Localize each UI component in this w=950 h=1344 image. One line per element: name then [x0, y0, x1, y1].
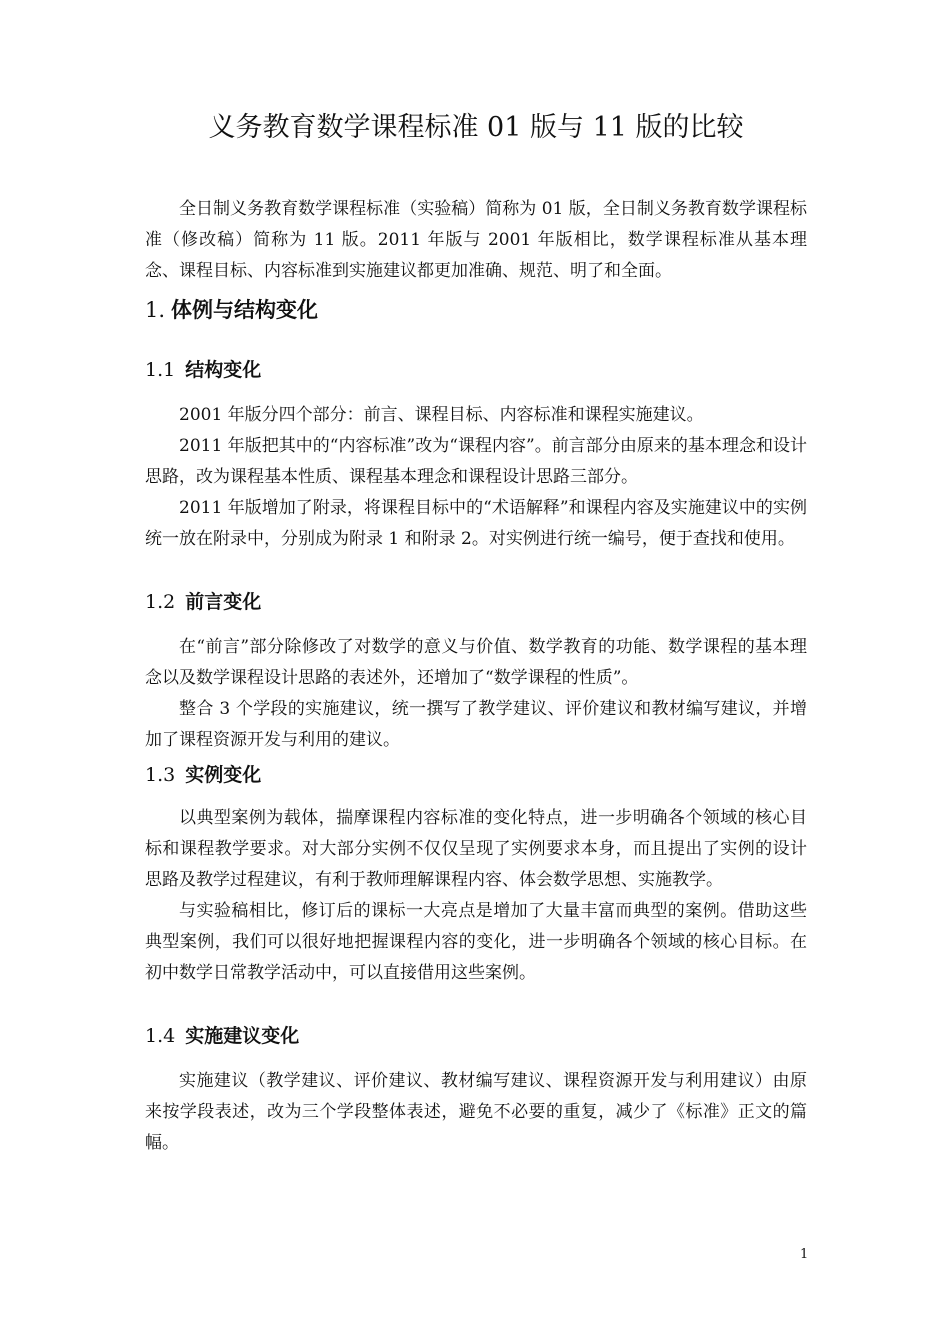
paragraph: 与实验稿相比，修订后的课标一大亮点是增加了大量丰富而典型的案例。借助这些典型案例，我们可以很好地把握课程内容的变化，进一步明确各个领域的核心目标。在初中数学日常教学活动中，可以直接借用这些案例。 — [145, 901, 807, 983]
subsection-1-1-body — [145, 400, 807, 555]
paragraph: 以典型案例为载体，揣摩课程内容标准的变化特点，进一步明确各个领域的核心目标和课程教学要求。对大部分实例不仅仅呈现了实例要求本身，而且提出了实例的设计思路及教学过程建议，有利于教师理解课程内容、体会数学思想、实施教学。 — [145, 808, 807, 890]
subsection-1-2-body — [145, 632, 807, 756]
subsection-title: 实例变化 — [185, 764, 262, 786]
section-title: 体例与结构变化 — [171, 298, 319, 322]
subsection-1-4-body — [145, 1066, 807, 1159]
paragraph: 在“前言”部分除修改了对数学的意义与价值、数学教育的功能、数学课程的基本理念以及数学课程设计思路的表述外，还增加了“数学课程的性质”。 — [145, 637, 807, 688]
paragraph: 整合 3 个学段的实施建议，统一撰写了教学建议、评价建议和教材编写建议，并增加了课程资源开发与利用的建议。 — [145, 699, 807, 750]
intro-block — [145, 194, 807, 287]
subsection-title: 结构变化 — [185, 359, 262, 381]
paragraph: 2011 年版增加了附录，将课程目标中的“术语解释”和课程内容及实施建议中的实例统一放在附录中，分别成为附录 1 和附录 2。对实例进行统一编号，便于查找和使用。 — [145, 498, 807, 549]
subsection-1-4-heading — [145, 1021, 807, 1051]
subsection-title: 前言变化 — [185, 591, 262, 613]
subsection-1-2-heading — [145, 587, 807, 617]
document-title: 义务教育数学课程标准 01 版与 11 版的比较 — [208, 112, 744, 143]
subsection-number: 1.3 — [145, 764, 176, 786]
subsection-number: 1.4 — [145, 1025, 176, 1047]
subsection-1-3-body — [145, 803, 807, 989]
subsection-1-3-heading — [145, 760, 807, 790]
subsection-1-1-heading — [145, 355, 807, 385]
intro-paragraph: 全日制义务教育数学课程标准（实验稿）简称为 01 版，全日制义务教育数学课程标准（修改稿）简称为 11 版。2011 年版与 2001 年版相比，数学课程标准从基本理念、课程目标、内容标准到实施建议都更加准确、规范、明了和全面。 — [145, 199, 807, 281]
section-number: 1. — [145, 298, 166, 322]
subsection-number: 1.2 — [145, 591, 176, 613]
subsection-number: 1.1 — [145, 359, 176, 381]
paragraph: 2001 年版分四个部分：前言、课程目标、内容标准和课程实施建议。 — [179, 405, 704, 425]
paragraph: 实施建议（教学建议、评价建议、教材编写建议、课程资源开发与利用建议）由原来按学段表述，改为三个学段整体表述，避免不必要的重复，减少了《标准》正文的篇幅。 — [145, 1071, 807, 1153]
page-number: 1 — [800, 1247, 809, 1262]
paragraph: 2011 年版把其中的“内容标准”改为“课程内容”。前言部分由原来的基本理念和设计思路，改为课程基本性质、课程基本理念和课程设计思路三部分。 — [145, 436, 807, 487]
section-1-heading — [145, 294, 807, 326]
subsection-title: 实施建议变化 — [185, 1025, 300, 1047]
